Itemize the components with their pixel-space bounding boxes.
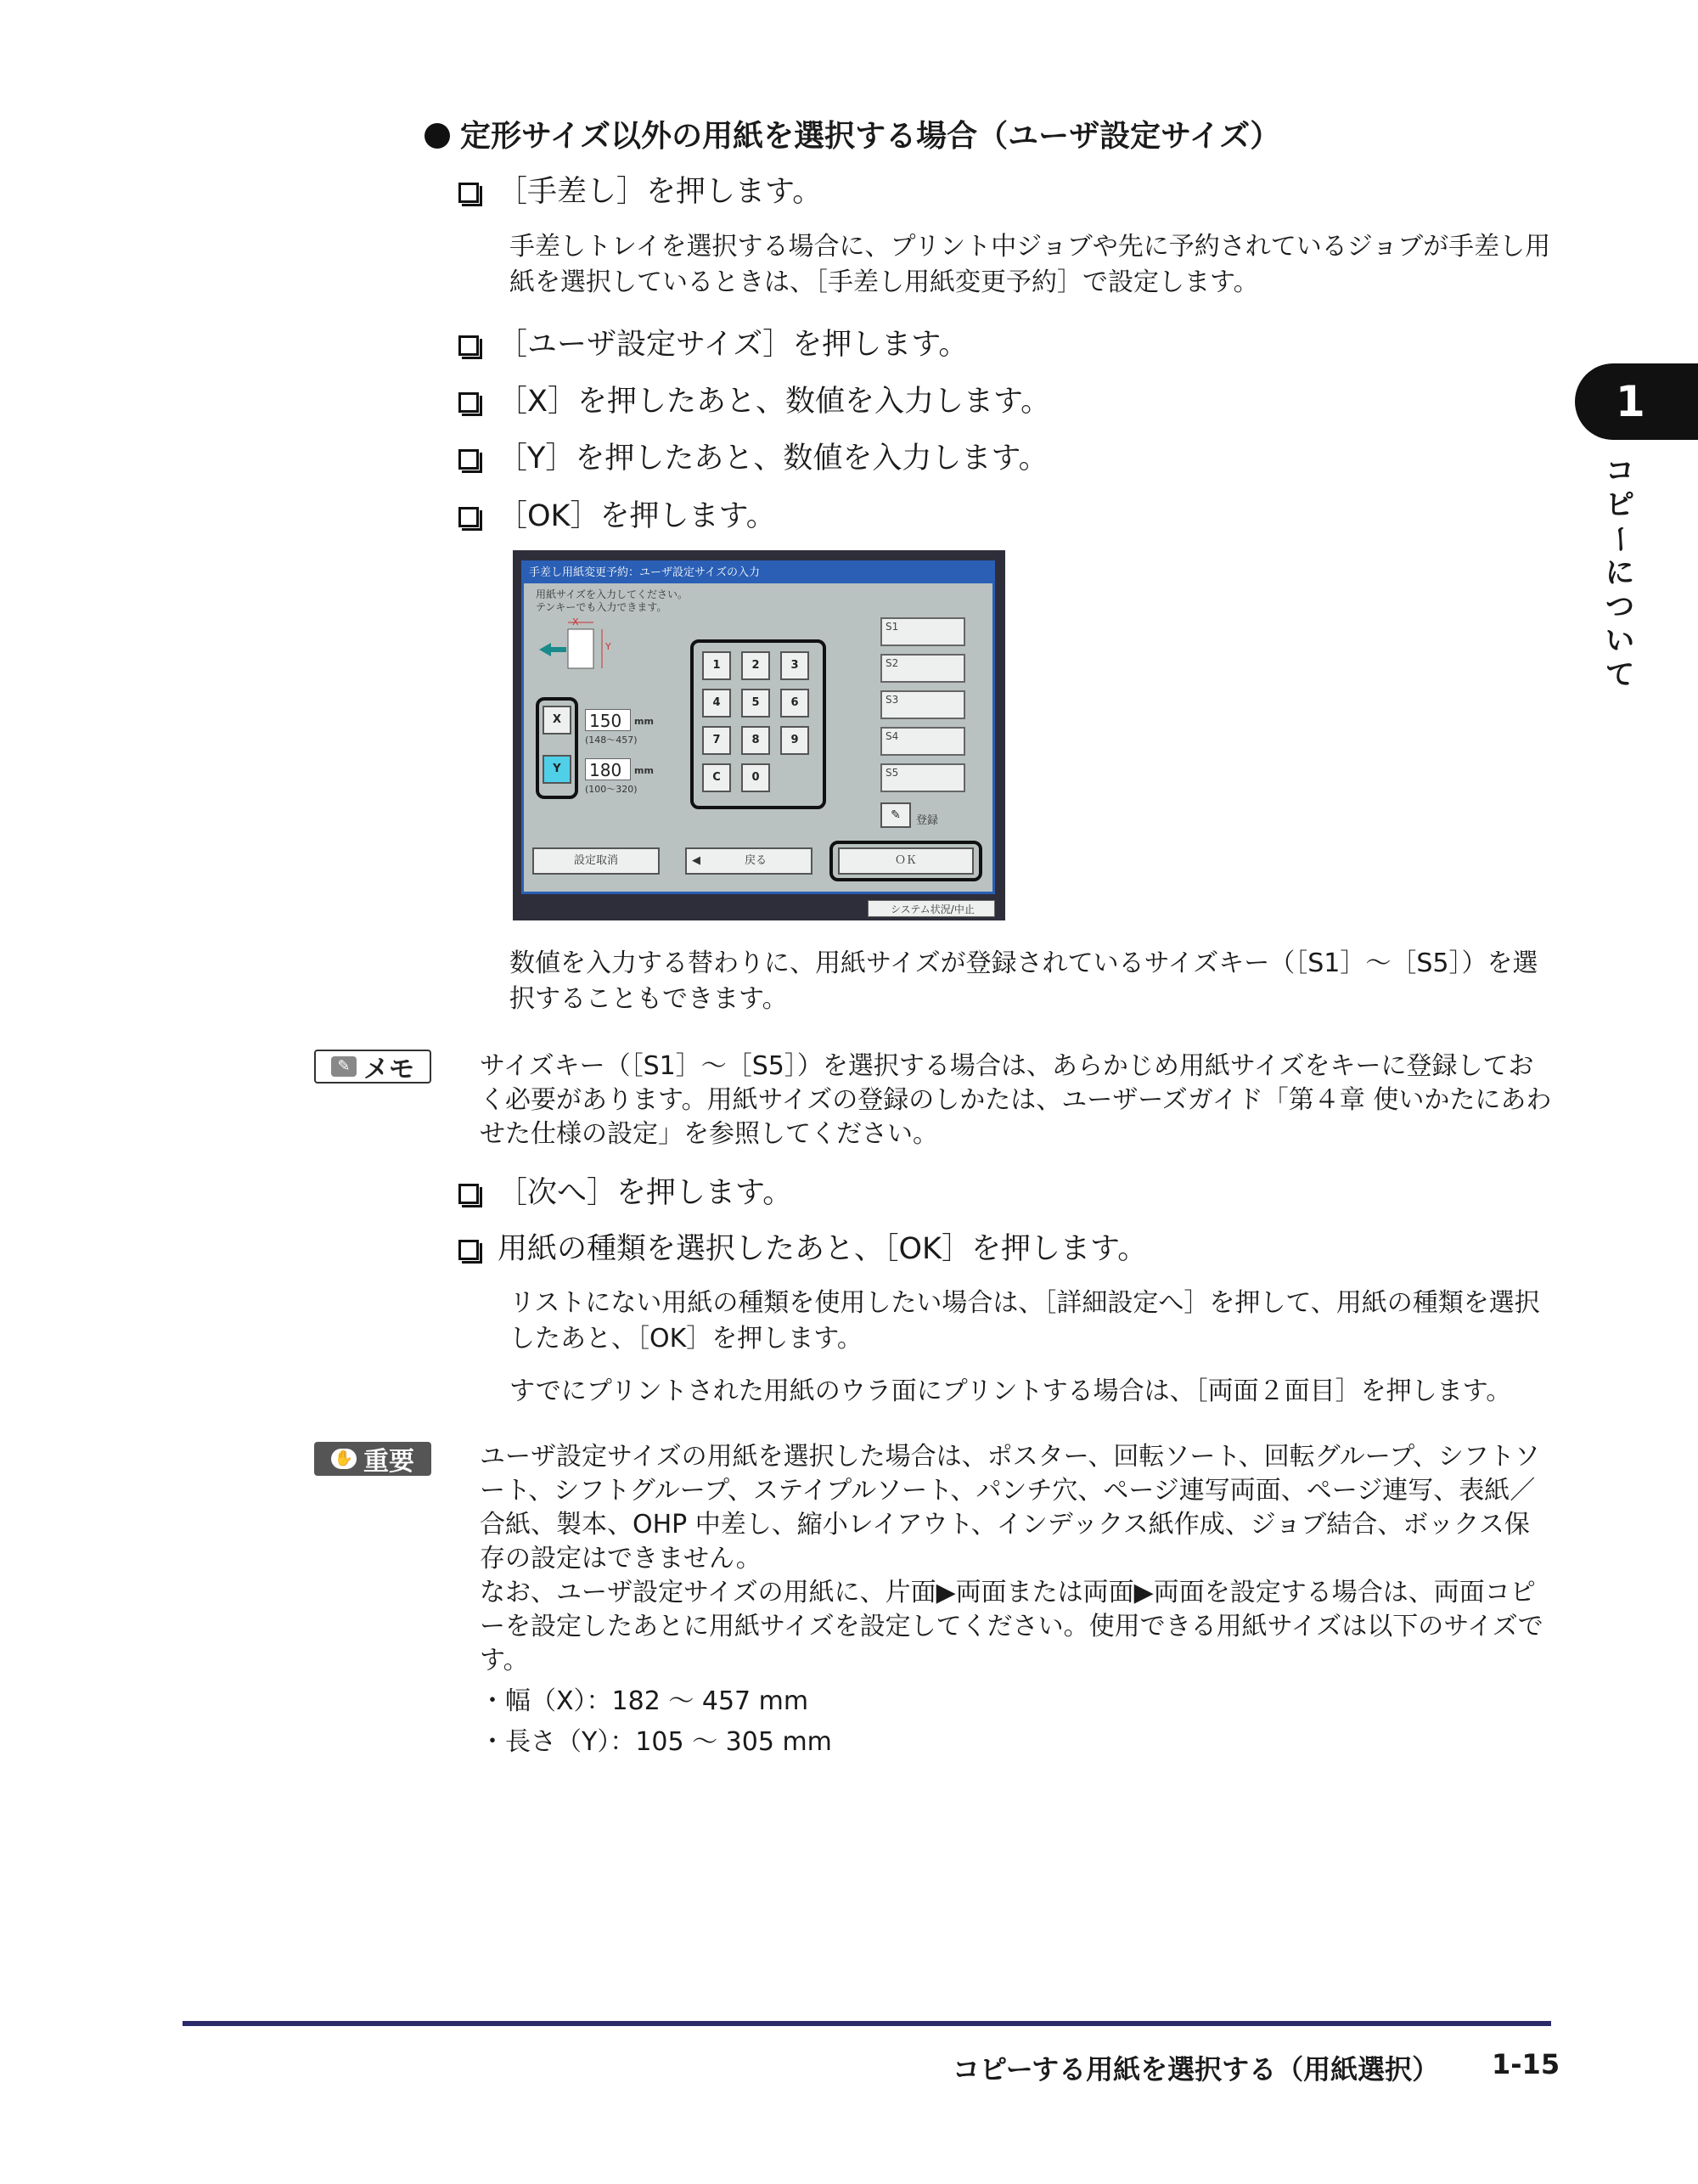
- keypad-key-4[interactable]: 4: [702, 689, 731, 718]
- step-5: ［OK］を押します。: [458, 493, 776, 535]
- keypad-key-0[interactable]: 0: [741, 763, 770, 792]
- size-key-s5[interactable]: S5: [880, 763, 965, 792]
- screen-window: 手差し用紙変更予約：ユーザ設定サイズの入力 用紙サイズを入力してください。 テンキーでも入力できます。 X Y X Y 150 mm (148〜457) 180 mm (100〜320) 1 2 3 4 5 6 7 8 9 C 0 S1 S2 S3 S4 S5 ✎ 登録 設定取消 ◀ 戻る ＯＫ: [521, 560, 995, 894]
- y-value-field[interactable]: 180: [585, 758, 631, 780]
- step-1-detail: 手差しトレイを選択する場合に、プリント中ジョブや先に予約されているジョブが手差し用紙を選択しているときは、［手差し用紙変更予約］で設定します。: [509, 232, 1551, 297]
- keypad-key-9[interactable]: 9: [780, 726, 809, 755]
- ui-screen-figure: [513, 550, 1005, 920]
- cancel-settings-button[interactable]: 設定取消: [532, 847, 660, 875]
- memo-text: サイズキー（［S1］〜［S5］）を選択する場合は、あらかじめ用紙サイズをキーに登録しておく必要があります。用紙サイズの登録のしかたは、ユーザーズガイド「第４章 使いかたにあわせた仕様の設定」を参照してください。: [480, 1051, 1552, 1149]
- size-key-note: 数値を入力する替わりに、用紙サイズが登録されているサイズキー（［S1］〜［S5］）を選択することもできます。: [509, 948, 1538, 1014]
- checkbox-icon: [458, 507, 479, 527]
- checkbox-icon: [458, 335, 479, 356]
- size-key-s4[interactable]: S4: [880, 727, 965, 756]
- checkbox-icon: [458, 392, 479, 413]
- bullet-dot-icon: [424, 123, 450, 149]
- back-arrow-icon: ◀: [692, 854, 700, 867]
- checkbox-icon: [458, 449, 479, 470]
- step-7-detail-2: すでにプリントされた用紙のウラ面にプリントする場合は、［両面２面目］を押します。: [509, 1376, 1512, 1406]
- hand-icon: ✋: [331, 1449, 357, 1469]
- screen-title: 手差し用紙変更予約：ユーザ設定サイズの入力: [524, 563, 992, 583]
- x-value-field[interactable]: 150: [585, 709, 631, 731]
- keypad-key-3[interactable]: 3: [780, 651, 809, 680]
- pencil-icon: ✎: [331, 1056, 357, 1077]
- important-bullet-length: ・長さ（Y）：105 〜 305 mm: [480, 1727, 832, 1757]
- important-text-2: なお、ユーザ設定サイズの用紙に、片面▶両面または両面▶両面を設定する場合は、両面コピーを設定したあとに用紙サイズを設定してください。使用できる用紙サイズは以下のサイズです。: [480, 1578, 1543, 1675]
- x-range: (148〜457): [585, 735, 638, 746]
- register-pen-icon[interactable]: ✎: [880, 802, 911, 828]
- page-number: 1-15: [1492, 2048, 1560, 2080]
- x-key[interactable]: X: [543, 706, 571, 735]
- ok-button[interactable]: ＯＫ: [838, 847, 974, 875]
- keypad-key-1[interactable]: 1: [702, 651, 731, 680]
- chapter-tab: 1: [1575, 363, 1698, 440]
- system-status-button[interactable]: システム状況/中止: [868, 900, 995, 917]
- keypad-key-6[interactable]: 6: [780, 689, 809, 718]
- important-text-1: ユーザ設定サイズの用紙を選択した場合は、ポスター、回転ソート、回転グループ、シフトソート、シフトグループ、ステイプルソート、パンチ穴、ページ連写両面、ページ連写、表紙／合紙、製本、OHP 中差し、縮小レイアウト、インデックス紙作成、ジョブ結合、ボックス保存の設定はできません。: [480, 1442, 1540, 1573]
- keypad-key-2[interactable]: 2: [741, 651, 770, 680]
- step-7: 用紙の種類を選択したあと、［OK］を押します。: [458, 1225, 1147, 1268]
- size-key-s3[interactable]: S3: [880, 690, 965, 719]
- back-button[interactable]: ◀ 戻る: [685, 847, 812, 875]
- memo-badge: ✎ メモ: [314, 1050, 431, 1084]
- screen-instruction: 用紙サイズを入力してください。 テンキーでも入力できます。: [536, 588, 689, 613]
- keypad-key-8[interactable]: 8: [741, 726, 770, 755]
- step-1: ［手差し］を押します。: [458, 168, 822, 211]
- y-range: (100〜320): [585, 784, 638, 795]
- important-badge: ✋ 重要: [314, 1442, 431, 1476]
- checkbox-icon: [458, 183, 479, 203]
- section-heading: 定形サイズ以外の用紙を選択する場合（ユーザ設定サイズ）: [424, 112, 1280, 155]
- step-6: ［次へ］を押します。: [458, 1169, 792, 1212]
- step-7-detail-1: リストにない用紙の種類を使用したい場合は、［詳細設定へ］を押して、用紙の種類を選択したあと、［OK］を押します。: [509, 1288, 1540, 1354]
- size-key-s2[interactable]: S2: [880, 654, 965, 683]
- keypad-key-7[interactable]: 7: [702, 726, 731, 755]
- register-label: 登録: [916, 814, 939, 827]
- footer-title: コピーする用紙を選択する（用紙選択）: [953, 2053, 1440, 2085]
- footer-rule: [183, 2021, 1551, 2026]
- keypad-key-clear[interactable]: C: [702, 763, 731, 792]
- y-key[interactable]: Y: [543, 755, 571, 784]
- paper-diagram-icon: [532, 616, 626, 679]
- keypad-key-5[interactable]: 5: [741, 689, 770, 718]
- step-3: ［X］を押したあと、数値を入力します。: [458, 378, 1050, 420]
- checkbox-icon: [458, 1240, 479, 1260]
- size-key-s1[interactable]: S1: [880, 617, 965, 646]
- chapter-title-vertical: コ ピ ー に つ い て: [1603, 454, 1637, 692]
- checkbox-icon: [458, 1184, 479, 1204]
- important-bullet-width: ・幅（X）：182 〜 457 mm: [480, 1686, 809, 1716]
- step-4: ［Y］を押したあと、数値を入力します。: [458, 435, 1049, 477]
- step-2: ［ユーザ設定サイズ］を押します。: [458, 321, 968, 363]
